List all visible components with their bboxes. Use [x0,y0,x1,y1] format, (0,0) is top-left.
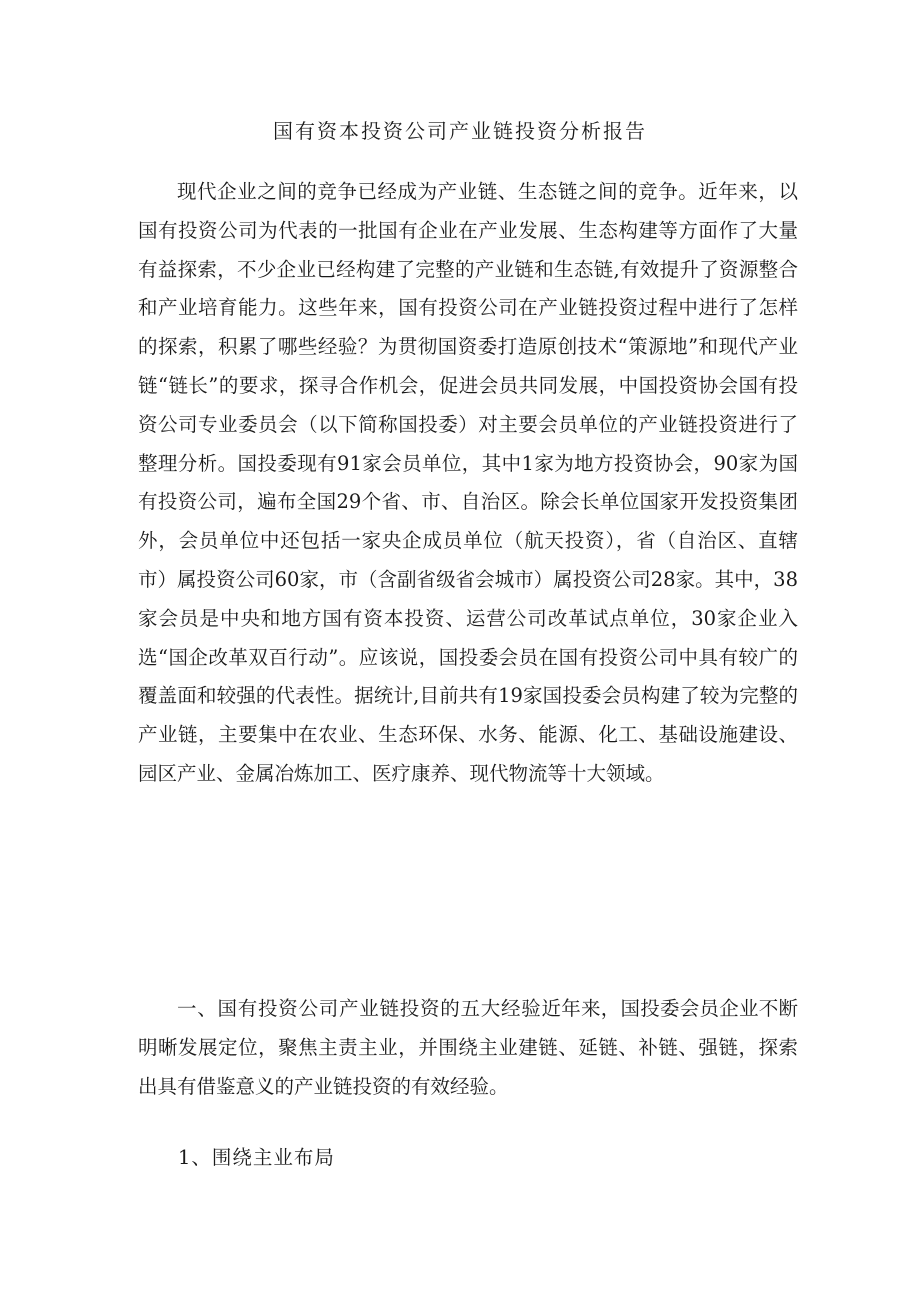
section-one-paragraph [138,990,798,1106]
section-one-body: 近年来，国投委会员企业不断明晰发展定位，聚焦主责主业，并围绕主业建链、延链、补链、强链，探索出具有借鉴意义的产业链投资的有效经验。 [138,997,798,1098]
subsection-heading: 1、围绕主业布局 [178,1146,335,1169]
document-title: 国有资本投资公司产业链投资分析报告 [273,119,647,143]
section-one-lead: 一、国有投资公司产业链投资的五大经验 [177,997,542,1020]
intro-paragraph: 现代企业之间的竞争已经成为产业链、生态链之间的竞争。近年来，以国有投资公司为代表的一批国有企业在产业发展、生态构建等方面作了大量有益探索，不少企业已经构建了完整的产业链和生态链,有效提升了资源整合和产业培育能力。这些年来，国有投资公司在产业链投资过程中进行了怎样的探索，积累了哪些经验？为贯彻国资委打造原创技术“策源地”和现代产业链“链长”的要求，探寻合作机会，促进会员共同发展，中国投资协会国有投资公司专业委员会（以下简称国投委）对主要会员单位的产业链投资进行了整理分析。国投委现有91家会员单位，其中1家为地方投资协会，90家为国有投资公司，遍布全国29个省、市、自治区。除会长单位国家开发投资集团外，会员单位中还包括一家央企成员单位（航天投资），省（自治区、直辖市）属投资公司60家，市（含副省级省会城市）属投资公司28家。其中，38家会员是中央和地方国有资本投资、运营公司改革试点单位，30家企业入选“国企改革双百行动”。应该说，国投委会员在国有投资公司中具有较广的覆盖面和较强的代表性。据统计,目前共有19家国投委会员构建了较为完整的产业链，主要集中在农业、生态环保、水务、能源、化工、基础设施建设、园区产业、金属冶炼加工、医疗康养、现代物流等十大领域。 [138,180,798,785]
